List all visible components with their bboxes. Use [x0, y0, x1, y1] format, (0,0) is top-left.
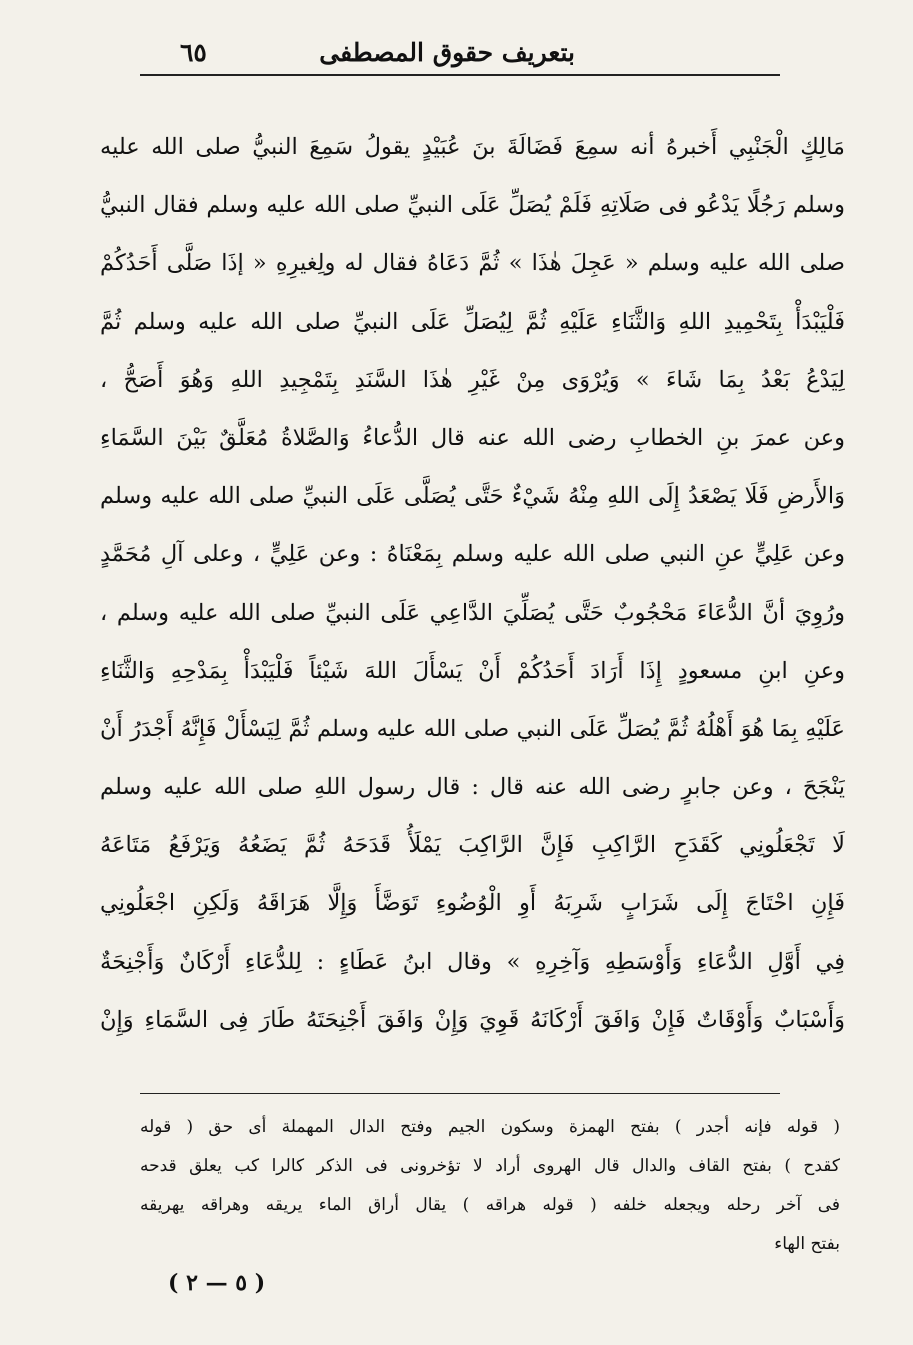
text-line: وَأَسْبَابٌ وَأَوْقَاتٌ فَإِنْ وَافَقَ أَرْكَانَهُ قَوِيَ وَإِنْ وَافَقَ أَجْنِحَتَهُ طَارَ فِى السَّمَاءِ وَإِنْ — [100, 1006, 845, 1033]
text-line: لِيَدْعُ بَعْدُ بِمَا شَاءَ » وَيُرْوَى مِنْ غَيْرِ هٰذَا السَّنَدِ بِتَمْجِيدِ اللهِ وَهُوَ أَصَحُّ ، — [100, 366, 845, 393]
signature-mark: ( ٥ — ٢ ) — [168, 1270, 266, 1296]
text-line: يَنْجَحَ ، وعن جابرٍ رضى الله عنه قال : قال رسول اللهِ صلى الله عليه وسلم — [100, 774, 845, 801]
text-line: وعن عَلِيٍّ عنِ النبي صلى الله عليه وسلم بِمَعْنَاهُ : وعن عَلِيٍّ ، وعلى آلِ مُحَمَّدٍ — [100, 541, 845, 568]
footnote-line: بفتح الهاء — [774, 1234, 840, 1254]
footnote-rule — [140, 1093, 780, 1094]
header-rule — [140, 74, 780, 76]
text-line: فَإِنِ احْتَاجَ إِلَى شَرَابٍ شَرِبَهُ أَوِ الْوُضُوءِ تَوَضَّأَ وَإِلَّا هَرَاقَهُ وَلَكِنِ اجْعَلُونِي — [100, 890, 845, 917]
text-line: وَالأَرضِ فَلَا يَصْعَدُ إِلَى اللهِ مِنْهُ شَيْءٌ حَتَّى يُصَلَّى عَلَى النبيِّ صلى الله عليه وسلم — [100, 483, 845, 510]
text-line: ورُوِيَ أنَّ الدُّعَاءَ مَحْجُوبٌ حَتَّى يُصَلِّيَ الدَّاعِي عَلَى النبيِّ صلى الله عليه وسلم ، — [100, 599, 845, 626]
text-line: فِي أَوَّلِ الدُّعَاءِ وَأَوْسَطِهِ وَآخِرِهِ » وقال ابنُ عَطَاءٍ : لِلدُّعَاءِ أَرْكَانٌ وَأَجْنِحَةٌ — [100, 948, 845, 975]
text-line: وعن عمرَ بنِ الخطابِ رضى الله عنه قال الدُّعاءُ وَالصَّلاةُ مُعَلَّقٌ بَيْنَ السَّمَاءِ — [100, 424, 845, 451]
text-line: وعنِ ابنِ مسعودٍ إِذَا أَرَادَ أَحَدُكُمْ أَنْ يَسْأَلَ اللهَ شَيْئاً فَلْيَبْدَأْ بِمَدْحِهِ وَالثَّنَاءِ — [100, 657, 845, 684]
page-number: ٦٥ — [180, 38, 207, 67]
footnote-line: فى آخر رحله ويجعله خلفه ( قوله هراقه ) يقال أراق الماء يريقه وهراقه يهريقه — [140, 1195, 840, 1215]
text-line: صلى الله عليه وسلم « عَجِلَ هٰذَا » ثُمَّ دَعَاهُ فقال له ولِغيرِهِ « إذَا صَلَّى أَحَدُكُمْ — [100, 250, 845, 277]
text-line: عَلَيْهِ بِمَا هُوَ أَهْلُهُ ثُمَّ يُصَلِّ عَلَى النبي صلى الله عليه وسلم ثُمَّ لِيَسْأَلْ فَإِنَّهُ أَجْدَرُ أَنْ — [100, 715, 845, 742]
footnotes — [140, 1108, 840, 1264]
main-text — [100, 118, 845, 1049]
text-line: فَلْيَبْدَأْ بِتَحْمِيدِ اللهِ وَالثَّنَاءِ عَلَيْهِ ثُمَّ لِيُصَلِّ عَلَى النبيِّ صلى الله عليه وسلم ثُمَّ — [100, 308, 845, 335]
text-line: وسلم رَجُلًا يَدْعُو فى صَلَاتِهِ فَلَمْ يُصَلِّ عَلَى النبيِّ صلى الله عليه وسلم فقال النبيُّ — [100, 192, 845, 219]
footnote-line: ( قوله فإنه أجدر ) بفتح الهمزة وسكون الجيم وفتح الدال المهملة أى حق ( قوله — [140, 1117, 840, 1137]
running-title: بتعريف حقوق المصطفى — [319, 38, 575, 67]
page-header — [140, 34, 780, 78]
text-line: مَالِكٍ الْجَنْبِي أَخبرهُ أنه سمِعَ فَضَالَةَ بنَ عُبَيْدٍ يقولُ سَمِعَ النبيُّ صلى الله عليه — [100, 134, 845, 160]
text-line: لَا تَجْعَلُونِي كَقَدَحِ الرَّاكِبِ فَإِنَّ الرَّاكِبَ يَمْلَأُ قَدَحَهُ ثُمَّ يَضَعُهُ وَيَرْفَعُ مَتَاعَهُ — [100, 832, 845, 859]
footnote-line: كقدح ) بفتح القاف والدال قال الهروى أراد لا تؤخرونى فى الذكر كالرا كب يعلق قدحه — [140, 1156, 840, 1176]
